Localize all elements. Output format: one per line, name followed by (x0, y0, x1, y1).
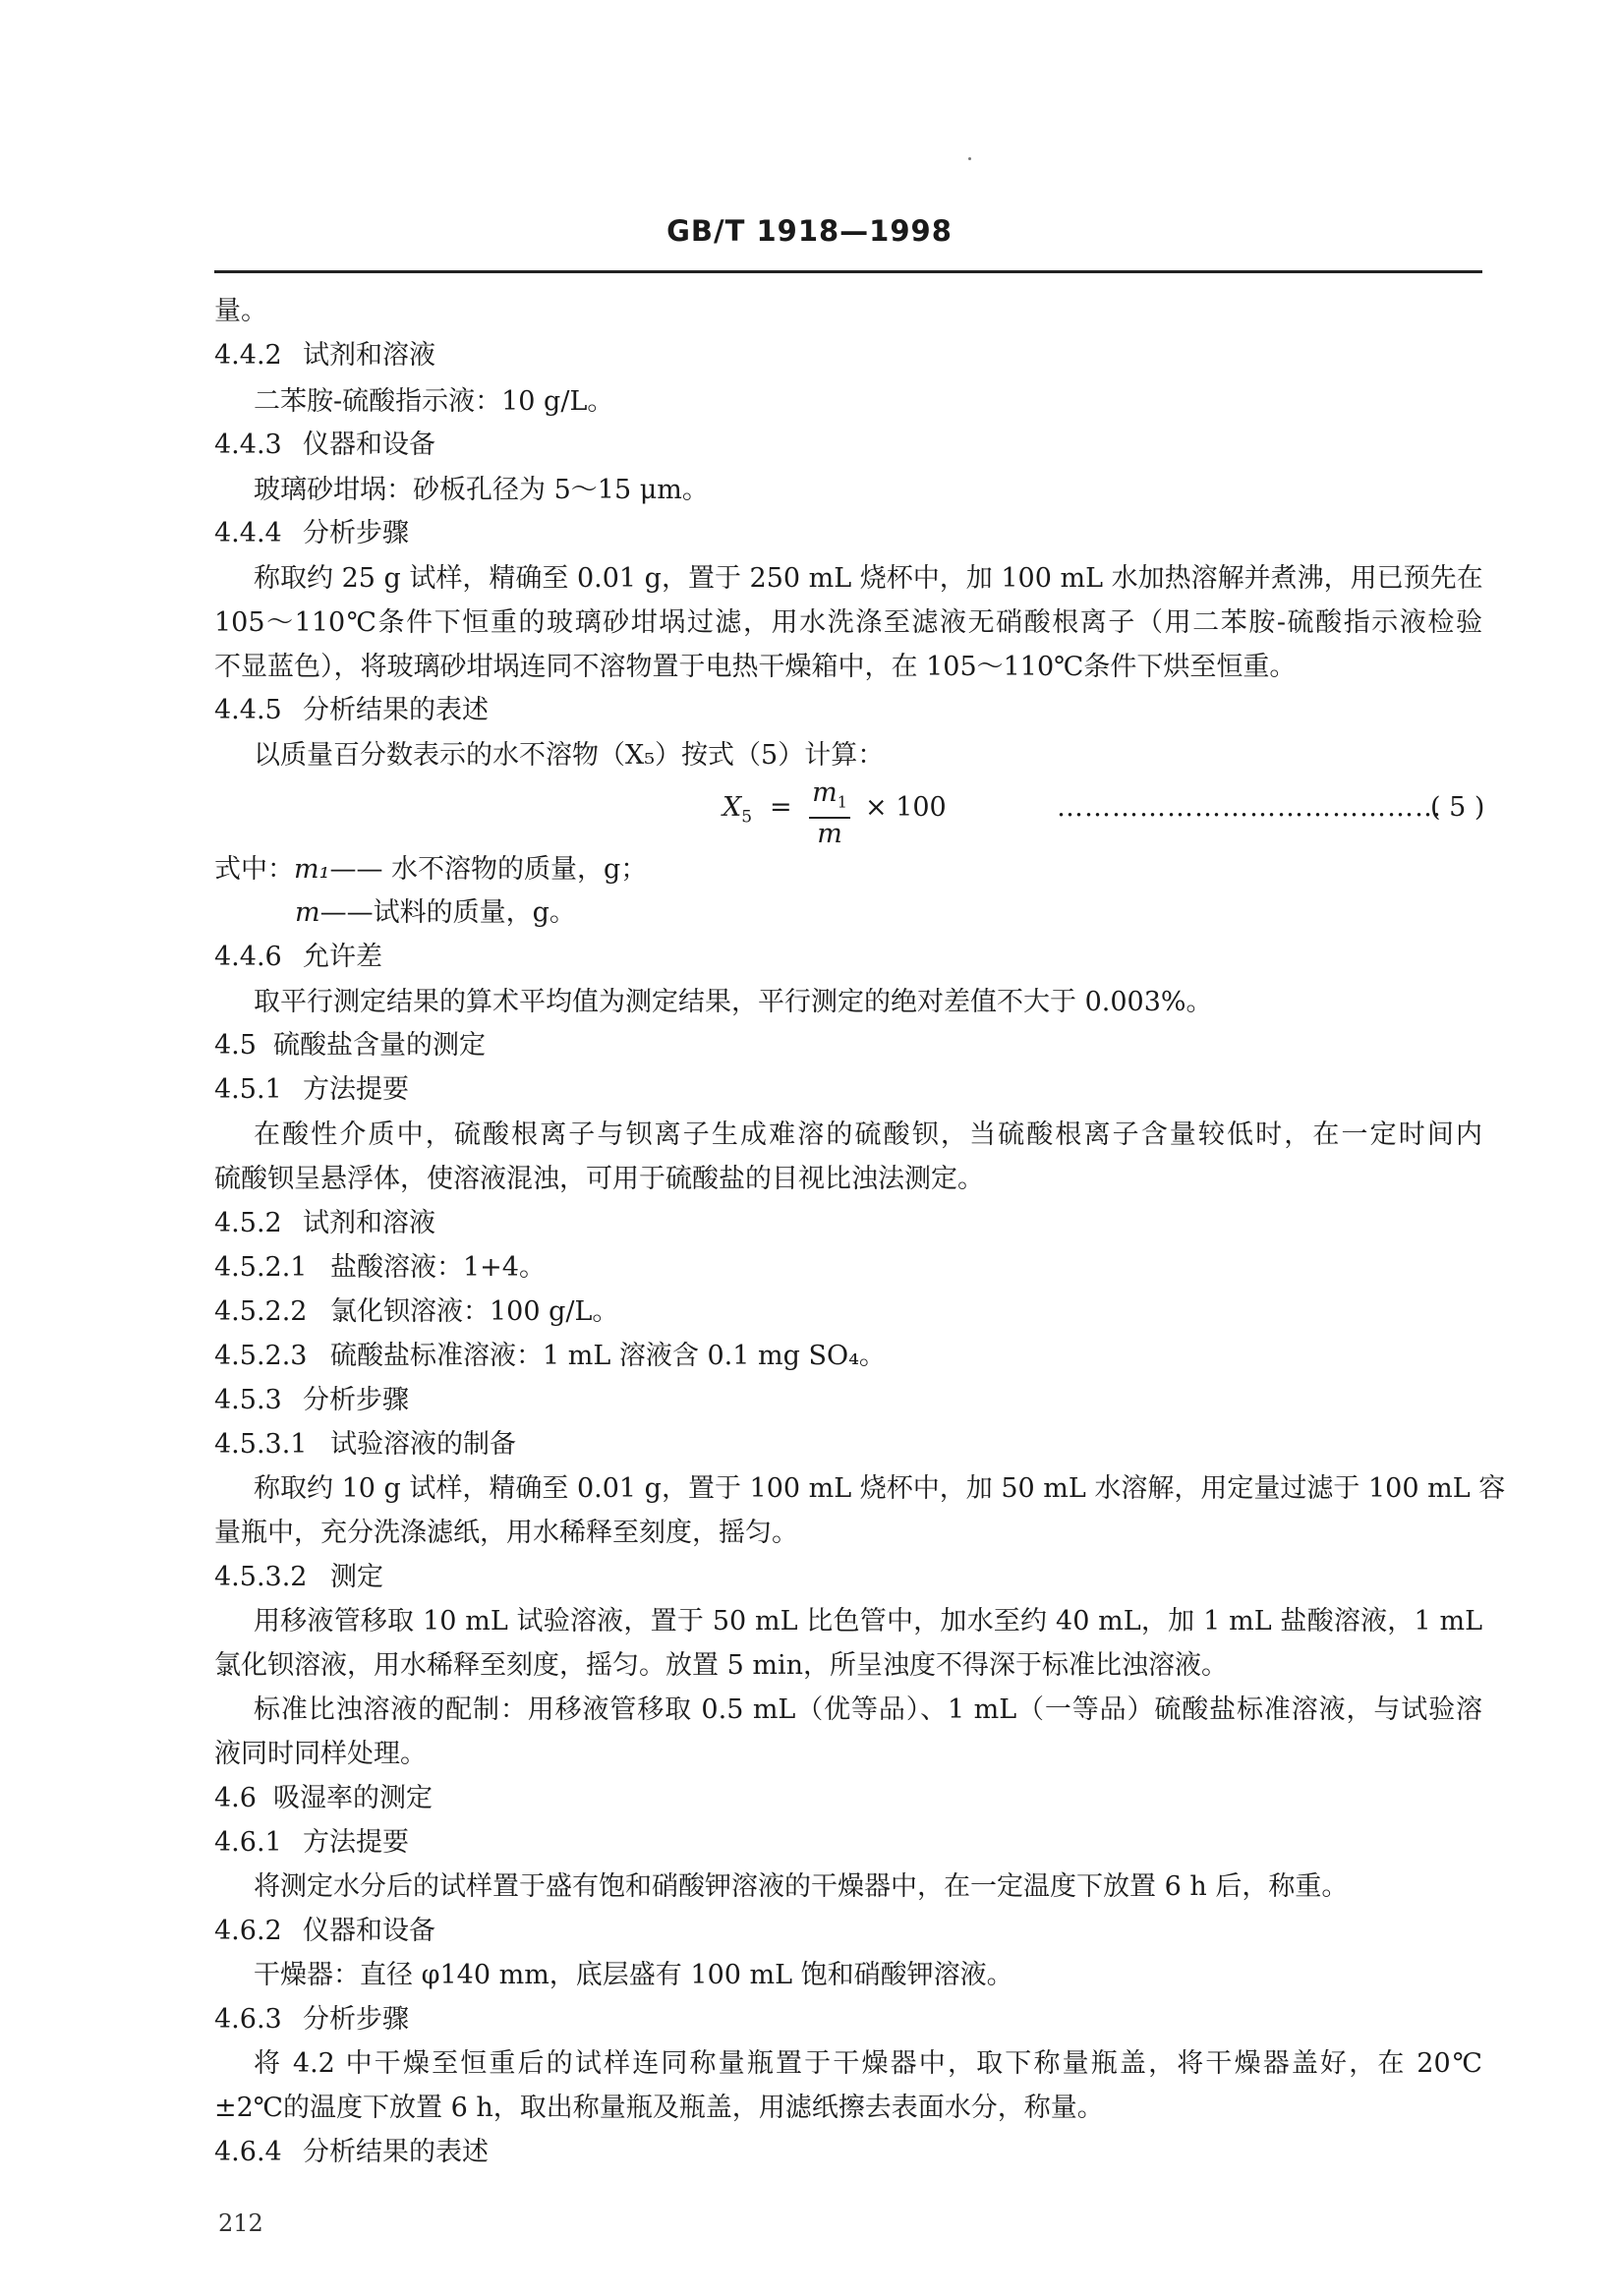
section-number: 4.5.3.2 (214, 1562, 308, 1592)
section-title: 盐酸溶液：1+4。 (330, 1252, 546, 1283)
heading-4-4-5 (214, 694, 489, 727)
section-title: 试验溶液的制备 (330, 1429, 516, 1460)
formula-numerator: $m_1$ (809, 778, 850, 819)
section-number: 4.4.6 (214, 942, 282, 972)
heading-4-6-4 (214, 2136, 489, 2169)
heading-4-6-1 (214, 1826, 409, 1860)
section-title: 分析结果的表述 (303, 2137, 489, 2167)
formula-fraction (809, 778, 850, 850)
section-title: 分析步骤 (303, 2004, 409, 2035)
section-title: 仪器和设备 (303, 430, 435, 460)
determination-line-2: 氯化钡溶液，用水稀释至刻度，摇匀。放置 5 min，所呈浊度不得深于标准比浊溶液。 (214, 1650, 1228, 1681)
section-number: 4.5.2.2 (214, 1296, 308, 1327)
hygro-procedure-line-2: ±2℃的温度下放置 6 h，取出称量瓶及瓶盖，用滤纸擦去表面水分，称量。 (214, 2093, 1104, 2123)
section-title: 硫酸盐标准溶液：1 mL 溶液含 0.1 mg SO₄。 (330, 1341, 886, 1371)
section-number: 4.6.2 (214, 1916, 282, 1946)
section-title: 硫酸盐含量的测定 (273, 1030, 486, 1061)
apparatus-text: 玻璃砂坩埚：砂板孔径为 5～15 μm。 (254, 475, 709, 505)
scan-speck (968, 157, 971, 160)
heading-4-4-4 (214, 517, 409, 550)
heading-4-5-1 (214, 1073, 409, 1107)
tolerance-text: 取平行测定结果的算术平均值为测定结果，平行测定的绝对差值不大于 0.003%。 (254, 987, 1213, 1017)
section-title: 测定 (330, 1562, 383, 1592)
section-title: 分析结果的表述 (303, 695, 489, 725)
item-4-5-2-2 (214, 1295, 618, 1329)
formula-intro: 以质量百分数表示的水不溶物（X₅）按式（5）计算： (254, 740, 885, 771)
section-title: 试剂和溶液 (303, 1208, 435, 1238)
section-title: 试剂和溶液 (303, 340, 435, 371)
section-number: 4.4.4 (214, 518, 282, 548)
section-number: 4.6.3 (214, 2004, 282, 2035)
procedure-line-1: 称取约 25 g 试样，精确至 0.01 g，置于 250 mL 烧杯中，加 100 mL 水加热溶解并煮沸，用已预先在 (254, 563, 1483, 594)
where-m: m——试料的质量，g。 (295, 897, 576, 928)
section-number: 4.5.2 (214, 1208, 282, 1238)
solution-prep-line-1: 称取约 10 g 试样，精确至 0.01 g，置于 100 mL 烧杯中，加 50 mL 水溶解，用定量过滤于 100 mL 容 (254, 1473, 1506, 1504)
heading-4-5-3-1 (214, 1428, 516, 1462)
item-4-5-2-1 (214, 1251, 546, 1285)
section-title: 方法提要 (303, 1827, 409, 1858)
heading-4-4-2 (214, 339, 435, 373)
section-title: 氯化钡溶液：100 g/L。 (330, 1296, 619, 1327)
procedure-line-2: 105～110℃条件下恒重的玻璃砂坩埚过滤，用水洗涤至滤液无硝酸根离子（用二苯胺-硫酸指示液检验 (214, 607, 1482, 638)
determination-line-1: 用移液管移取 10 mL 试验溶液，置于 50 mL 比色管中，加水至约 40 mL，加 1 mL 盐酸溶液，1 mL (254, 1606, 1482, 1636)
heading-4-5-3-2 (214, 1561, 383, 1594)
section-title: 吸湿率的测定 (273, 1783, 433, 1813)
heading-4-6-2 (214, 1915, 435, 1948)
standard-prep-line-1: 标准比浊溶液的配制：用移液管移取 0.5 mL（优等品）、1 mL（一等品）硫酸盐标准溶液，与试验溶 (254, 1694, 1482, 1725)
heading-4-5 (214, 1029, 486, 1062)
section-number: 4.4.3 (214, 430, 282, 460)
section-number: 4.5 (214, 1030, 257, 1061)
item-4-5-2-3 (214, 1340, 886, 1373)
section-number: 4.5.2.1 (214, 1252, 308, 1283)
formula-equals: = (770, 792, 792, 823)
heading-4-4-6 (214, 941, 382, 974)
reagent-text: 二苯胺-硫酸指示液：10 g/L。 (254, 386, 614, 417)
standard-prep-line-2: 液同时同样处理。 (214, 1739, 427, 1769)
page-header: GB/T 1918—1998 (666, 214, 953, 248)
section-number: 4.6 (214, 1783, 257, 1813)
section-title: 仪器和设备 (303, 1916, 435, 1946)
principle-line-2: 硫酸钡呈悬浮体，使溶液混浊，可用于硫酸盐的目视比浊法测定。 (214, 1164, 984, 1194)
heading-4-5-2 (214, 1207, 435, 1240)
section-number: 4.5.2.3 (214, 1341, 308, 1371)
formula-multiplier: × 100 (865, 792, 947, 823)
where-m1: 式中：m₁—— 水不溶物的质量，g； (214, 854, 648, 885)
continuation-text: 量。 (214, 296, 267, 326)
section-number: 4.4.5 (214, 695, 282, 725)
section-number: 4.6.4 (214, 2137, 282, 2167)
desiccator-text: 干燥器：直径 φ140 mm，底层盛有 100 mL 饱和硝酸钾溶液。 (254, 1960, 1013, 1990)
heading-4-4-3 (214, 429, 435, 462)
heading-4-5-3 (214, 1384, 409, 1417)
section-number: 4.5.3.1 (214, 1429, 308, 1460)
section-number: 4.5.1 (214, 1074, 282, 1105)
section-title: 分析步骤 (303, 1385, 409, 1415)
section-title: 分析步骤 (303, 518, 409, 548)
page-number: 212 (218, 2210, 263, 2237)
principle-line-1: 在酸性介质中，硫酸根离子与钡离子生成难溶的硫酸钡，当硫酸根离子含量较低时，在一定时间内 (254, 1119, 1482, 1150)
section-title: 允许差 (303, 942, 382, 972)
formula-5 (723, 777, 1499, 850)
hygro-procedure-line-1: 将 4.2 中干燥至恒重后的试样连同称量瓶置于干燥器中，取下称量瓶盖，将干燥器盖好，在 20℃ (254, 2048, 1482, 2079)
section-number: 4.5.3 (214, 1385, 282, 1415)
procedure-line-3: 不显蓝色），将玻璃砂坩埚连同不溶物置于电热干燥箱中，在 105～110℃条件下烘至恒重。 (214, 652, 1297, 682)
formula-denominator: m (817, 819, 842, 850)
heading-4-6-3 (214, 2003, 409, 2037)
hygroscopicity-principle: 将测定水分后的试样置于盛有饱和硝酸钾溶液的干燥器中，在一定温度下放置 6 h 后，称重。 (254, 1871, 1349, 1902)
header-rule (214, 270, 1482, 273)
heading-4-6 (214, 1782, 433, 1815)
section-title: 方法提要 (303, 1074, 409, 1105)
formula-leader: …………………………………… (1057, 792, 1442, 823)
section-number: 4.6.1 (214, 1827, 282, 1858)
equation-number: ( 5 ) (1430, 792, 1485, 823)
formula-lhs: $X_5$ (723, 792, 753, 828)
solution-prep-line-2: 量瓶中，充分洗涤滤纸，用水稀释至刻度，摇匀。 (214, 1518, 798, 1548)
section-number: 4.4.2 (214, 340, 282, 371)
